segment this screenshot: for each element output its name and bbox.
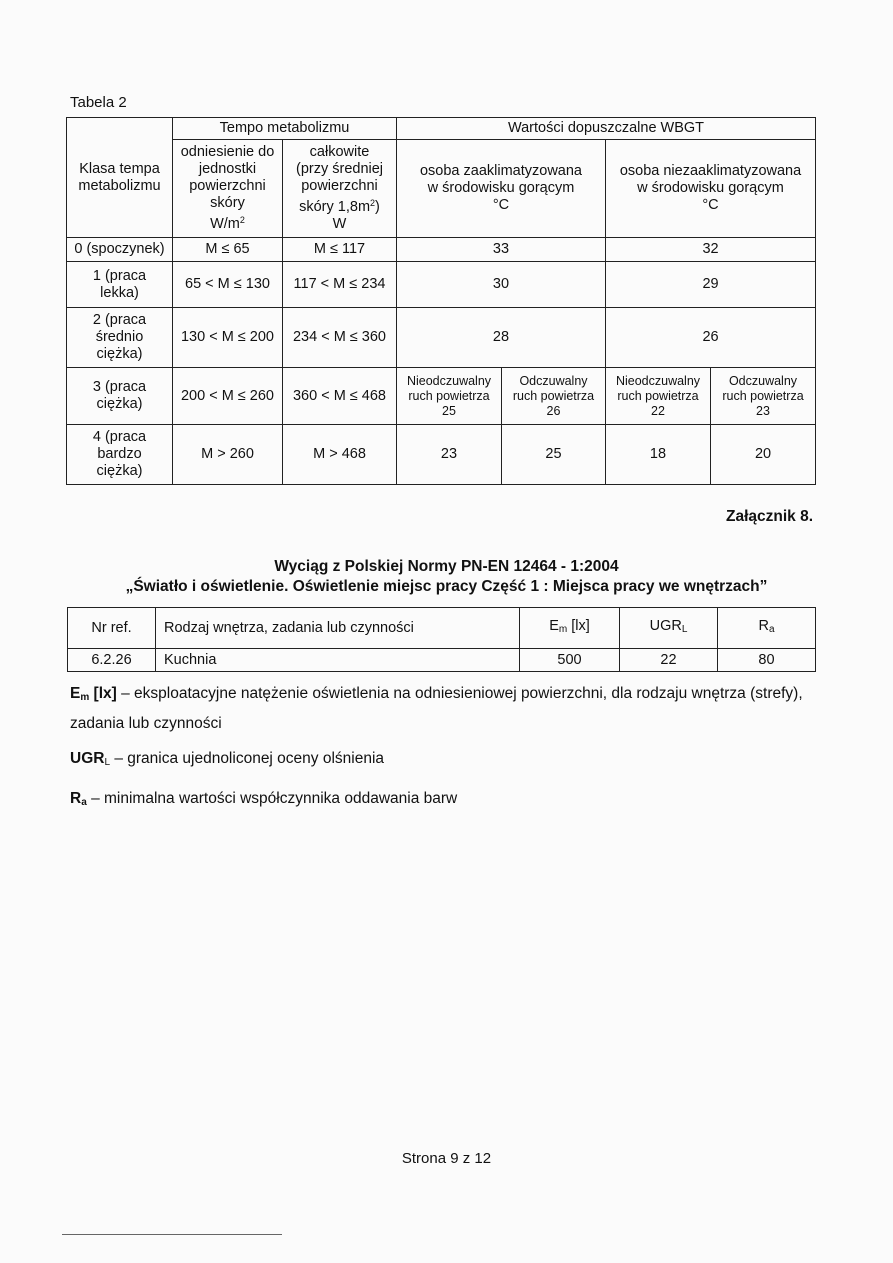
definition-ra: $R_a$ – minimalna wartości współczynnika oddawania barw [70, 790, 458, 808]
acc-cell: 33 [397, 238, 606, 262]
per-area-cell: M > 260 [173, 425, 283, 485]
header-tempo: Tempo metabolizmu [173, 118, 397, 140]
per-area-cell: 200 < M ≤ 260 [173, 368, 283, 425]
table-row [67, 368, 816, 425]
value-cell: 25 [502, 425, 606, 485]
total-cell: 360 < M ≤ 468 [283, 368, 397, 425]
scan-artifact-line [62, 1234, 282, 1235]
table-row [67, 238, 816, 262]
header-per-area: odniesienie do jednostki powierzchni skóry $W/m^2$ [173, 140, 283, 238]
table-caption: Tabela 2 [70, 94, 127, 111]
class-cell: 2 (praca średnio ciężka) [67, 308, 173, 368]
header-acclimatized: osoba zaaklimatyzowana w środowisku gorącym °C [397, 140, 606, 238]
table-row [67, 308, 816, 368]
acc-cell: 28 [397, 308, 606, 368]
total-cell: M ≤ 117 [283, 238, 397, 262]
class-cell: 0 (spoczynek) [67, 238, 173, 262]
value-cell: 23 [397, 425, 502, 485]
per-area-cell: 65 < M ≤ 130 [173, 262, 283, 308]
sub-cell: Nieodczuwalny ruch powietrza 25 [397, 368, 502, 425]
sub-cell: Odczuwalny ruch powietrza 23 [711, 368, 816, 425]
header-total: całkowite (przy średniej powierzchni skóry $1,8m^2$) W [283, 140, 397, 238]
ugr-cell: 22 [620, 649, 718, 672]
em-cell: 500 [520, 649, 620, 672]
definition-em: $E_m$ [lx] – eksploatacyjne natężenie oświetlenia na odniesieniowej powierzchni, dla rodzaju wnętrza (strefy), zadania lub czynności [70, 685, 803, 732]
sub-cell: Nieodczuwalny ruch powietrza 22 [606, 368, 711, 425]
class-cell: 3 (praca ciężka) [67, 368, 173, 425]
ref-cell: 6.2.26 [68, 649, 156, 672]
total-cell: 117 < M ≤ 234 [283, 262, 397, 308]
per-area-cell: M ≤ 65 [173, 238, 283, 262]
wbgt-table [66, 117, 816, 485]
nonacc-cell: 29 [606, 262, 816, 308]
header-ra: $R_a$ [718, 608, 816, 649]
total-cell: M > 468 [283, 425, 397, 485]
annex-label: Załącznik 8. [725, 508, 813, 525]
header-ref: Nr ref. [68, 608, 156, 649]
header-class: Klasa tempa metabolizmu [67, 118, 173, 238]
page-number: Strona 9 z 12 [401, 1150, 492, 1167]
per-area-cell: 130 < M ≤ 200 [173, 308, 283, 368]
header-wbgt: Wartości dopuszczalne WBGT [397, 118, 816, 140]
header-em: $E_m$ [lx] [520, 608, 620, 649]
lighting-table [67, 607, 816, 672]
header-non-acclimatized: osoba niezaaklimatyzowana w środowisku gorącym °C [606, 140, 816, 238]
norm-title: Wyciąg z Polskiej Normy PN-EN 12464 - 1:2004 „Światło i oświetlenie. Oświetlenie miejsc pracy Część 1 : Miejsca pracy we wnętrzach” [125, 558, 768, 595]
table-row [67, 262, 816, 308]
type-cell: Kuchnia [156, 649, 520, 672]
ra-cell: 80 [718, 649, 816, 672]
header-ugr: $UGR_L$ [620, 608, 718, 649]
table-row [67, 425, 816, 485]
value-cell: 20 [711, 425, 816, 485]
table-header-row [68, 608, 816, 649]
nonacc-cell: 26 [606, 308, 816, 368]
sub-cell: Odczuwalny ruch powietrza 26 [502, 368, 606, 425]
table-row [68, 649, 816, 672]
total-cell: 234 < M ≤ 360 [283, 308, 397, 368]
class-cell: 4 (praca bardzo ciężka) [67, 425, 173, 485]
class-cell: 1 (praca lekka) [67, 262, 173, 308]
nonacc-cell: 32 [606, 238, 816, 262]
header-type: Rodzaj wnętrza, zadania lub czynności [156, 608, 520, 649]
acc-cell: 30 [397, 262, 606, 308]
value-cell: 18 [606, 425, 711, 485]
definition-ugr: $UGR_L$ – granica ujednoliconej oceny olśnienia [70, 750, 385, 768]
